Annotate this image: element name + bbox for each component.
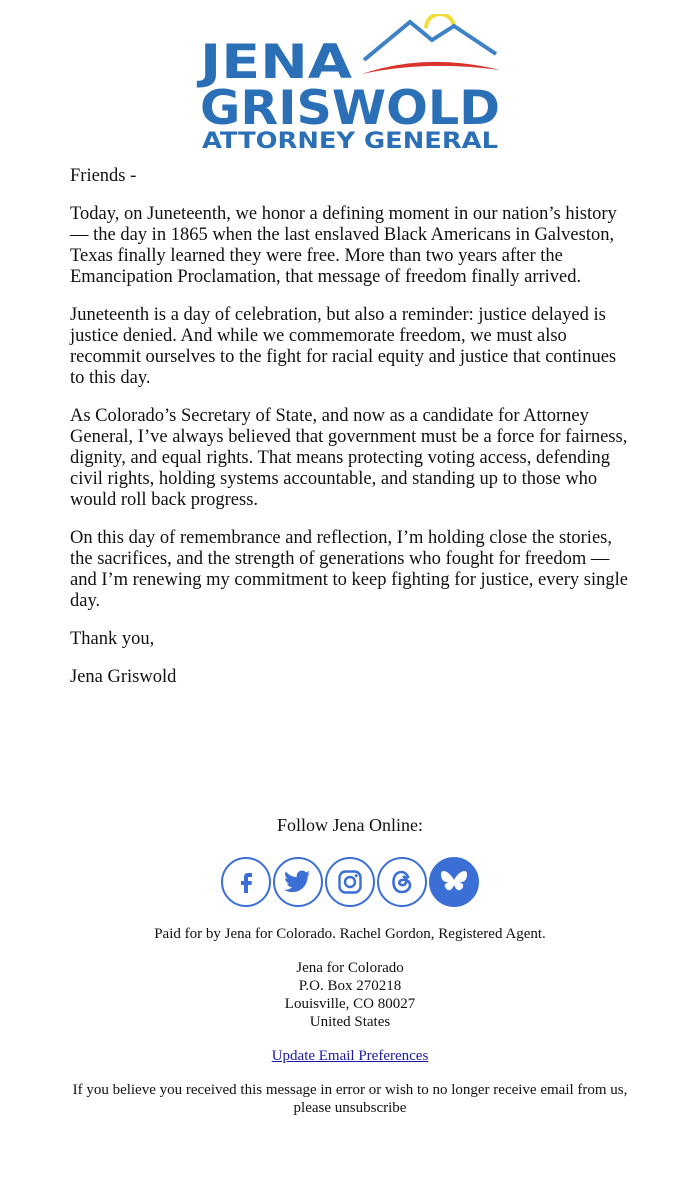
paragraph-secretary-of-state: As Colorado’s Secretary of State, and now as a candidate for Attorney General, I’ve always believed that government must be a force for fairness, dignity, and equal rights. That means protecting voting access, defending civil rights, holding systems accountable, and standing up to those who would roll back progress. — [70, 406, 628, 510]
instagram-icon — [337, 869, 363, 895]
mailing-address — [0, 959, 700, 1031]
letter-body — [70, 166, 634, 705]
bluesky-icon — [439, 869, 469, 895]
paid-for-disclaimer: Paid for by Jena for Colorado. Rachel Gordon, Registered Agent. — [154, 926, 546, 942]
sun-icon — [426, 14, 454, 28]
mountain-icon — [364, 22, 496, 60]
address-name: Jena for Colorado — [296, 960, 404, 976]
address-po-box: P.O. Box 270218 — [298, 978, 402, 994]
paragraph-juneteenth-history: Today, on Juneteenth, we honor a defining moment in our nation’s history — the day in 1865 when the last enslaved Black Americans in Galveston, Texas finally learned they were free. More than two years after the Emancipation Proclamation, that message of freedom finally arrived. — [70, 204, 617, 287]
address-country: United States — [309, 1014, 391, 1030]
unsubscribe-notice: If you believe you received this message in error or wish to no longer receive email from us, please unsubscribe — [72, 1082, 628, 1116]
bluesky-link[interactable] — [429, 857, 479, 907]
facebook-icon — [233, 869, 259, 895]
logo-line-griswold: GRISWOLD — [200, 81, 501, 136]
email-footer — [0, 814, 700, 1117]
closing: Thank you, — [70, 629, 155, 649]
paragraph-celebration: Juneteenth is a day of celebration, but also a reminder: justice delayed is justice denied. And while we commemorate freedom, we must also recommit ourselves to the fight for racial equity and justice that continues to this day. — [70, 305, 617, 388]
twitter-icon — [284, 870, 312, 894]
signature: Jena Griswold — [70, 667, 177, 687]
swoosh-icon — [362, 62, 500, 74]
social-links — [0, 857, 700, 909]
follow-heading: Follow Jena Online: — [277, 815, 423, 835]
logo-line-attorney-general: ATTORNEY GENERAL — [202, 129, 498, 154]
update-email-preferences-link[interactable]: Update Email Preferences — [271, 1048, 429, 1064]
address-city: Louisville, CO 80027 — [284, 996, 416, 1012]
threads-icon — [387, 867, 417, 897]
preferences-row — [0, 1047, 700, 1065]
campaign-logo — [196, 14, 506, 154]
twitter-link[interactable] — [273, 857, 323, 907]
instagram-link[interactable] — [325, 857, 375, 907]
paragraph-remembrance: On this day of remembrance and reflection, I’m holding close the stories, the sacrifices, and the strength of generations who fought for freedom — and I’m renewing my commitment to keep fighting for justice, every single day. — [70, 528, 628, 611]
logo-line-jena: JENA — [196, 35, 353, 90]
threads-link[interactable] — [377, 857, 427, 907]
greeting: Friends - — [70, 166, 137, 186]
facebook-link[interactable] — [221, 857, 271, 907]
